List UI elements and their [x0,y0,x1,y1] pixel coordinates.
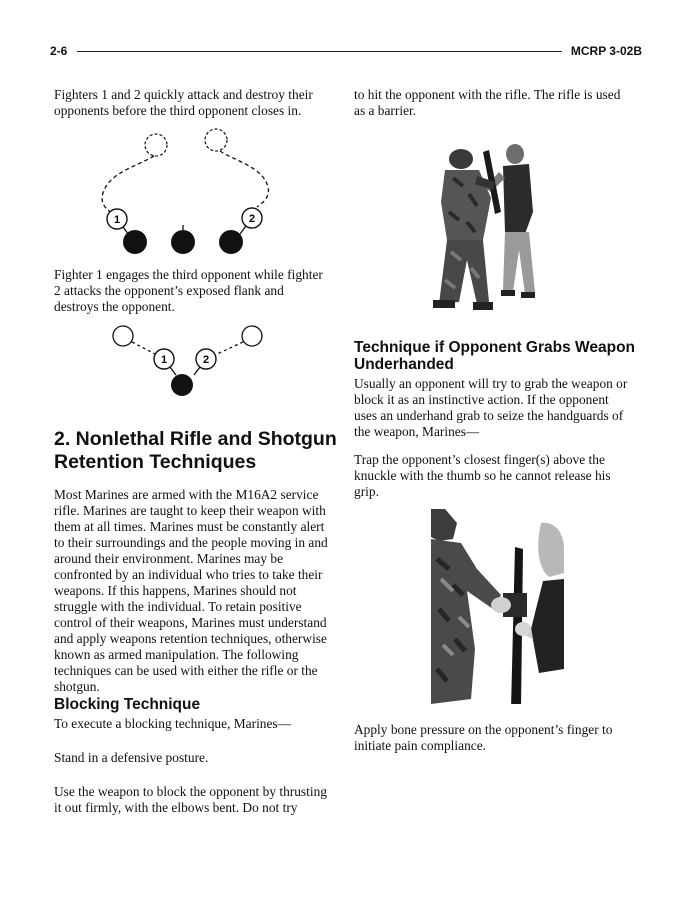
left-para-4: To execute a blocking technique, Marines— [54,716,292,731]
left-para-1: Fighters 1 and 2 quickly attack and destroy their opponents before the third opponent closes in. [54,87,313,118]
fighter-2-label: 2 [202,354,210,366]
opponent-left [123,230,147,254]
fighter-2-facing [194,367,200,375]
left-para-6: Use the weapon to block the opponent by thrusting it out firmly, with the elbows bent. Do not try [54,784,327,815]
path-left [132,342,155,354]
fighter-2-facing [240,226,246,234]
fighter-1-label: 1 [160,354,168,366]
movement-path-right [220,151,268,207]
blocking-technique-photo [433,142,543,322]
opponent [171,374,193,396]
fighter-2-label: 2 [248,213,256,225]
opponent-start-left [145,134,167,156]
document-id: MCRP 3-02B [570,44,642,58]
section-heading: 2. Nonlethal Rifle and Shotgun Retention Techniques [54,428,337,473]
right-para-3: Trap the opponent’s closest finger(s) above the knuckle with the thumb so he cannot release his grip. [354,452,611,499]
running-header [50,44,642,60]
movement-path-left [102,156,154,213]
opponent-middle [171,230,195,254]
right-para-4: Apply bone pressure on the opponent’s finger to initiate pain compliance. [354,722,613,753]
right-para-1: to hit the opponent with the rifle. The rifle is used as a barrier. [354,87,621,118]
left-para-2: Fighter 1 engages the third opponent while fighter 2 attacks the opponent’s exposed flank and destroys the opponent. [54,267,323,314]
page-number: 2-6 [50,44,68,58]
path-right [217,342,243,354]
left-para-5: Stand in a defensive posture. [54,750,209,765]
underhanded-heading: Technique if Opponent Grabs Weapon Underhanded [354,339,636,373]
right-para-2: Usually an opponent will try to grab the weapon or block it as an instinctive action. If the opponent uses an underhand grab to seize the handguards of the weapon, Marines— [354,376,628,439]
opponent-right [219,230,243,254]
fighters-diagram-2 [105,322,275,402]
start-right [242,326,262,346]
start-left [113,326,133,346]
fighter-1-facing [170,367,176,375]
fighters-diagram-1 [95,125,285,260]
opponent-start-right [205,129,227,151]
blocking-heading: Blocking Technique [54,696,201,713]
finger-trap-photo [431,509,564,704]
fighter-1-label: 1 [113,214,121,226]
left-para-3: Most Marines are armed with the M16A2 service rifle. Marines are taught to keep their weapon with them at all times. Marines must be constantly alert to their surroundings and the people moving in and around their environment. Marines may be confronted by an individual who tries to take their weapons. If this happens, Marines should not struggle with the individual. To retain positive control of their weapons, Marines must understand and apply weapons retention techniques, otherwise known as armed manipulation. The following techniques can be used with either the rifle or the shotgun. [54,487,328,694]
header-rule [77,51,562,52]
